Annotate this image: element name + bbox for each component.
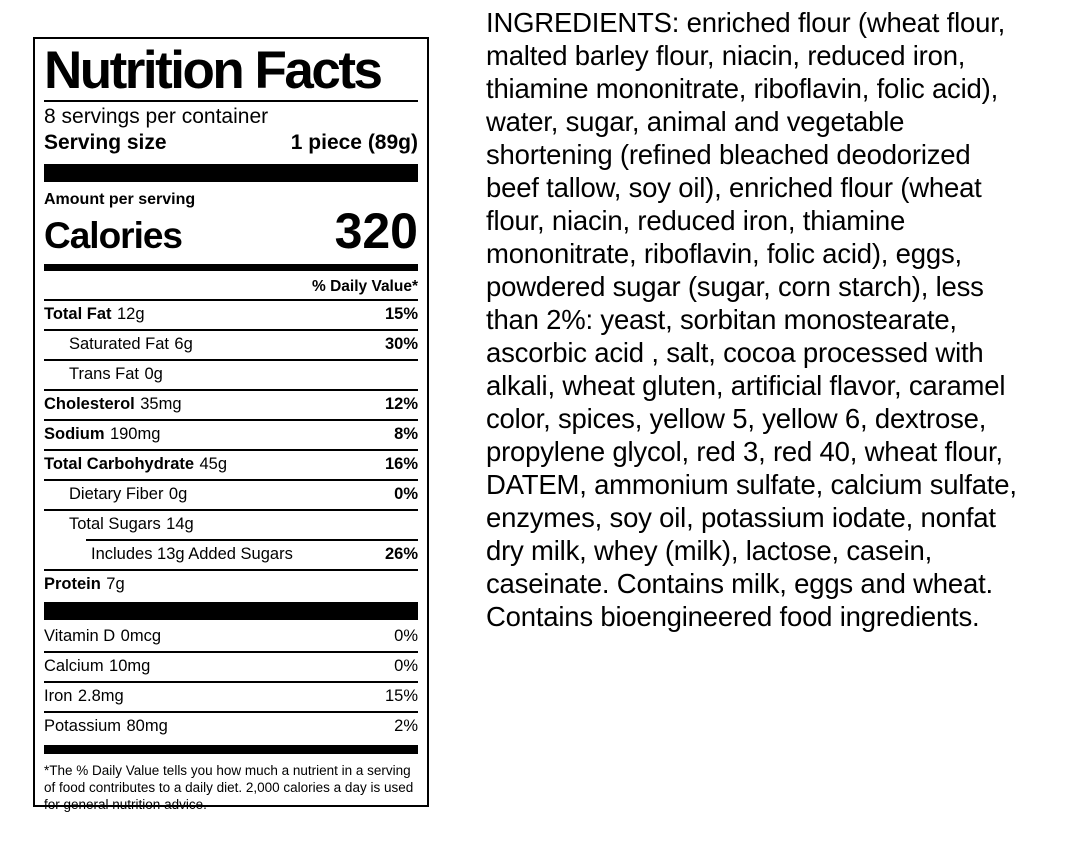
serving-size-row	[44, 130, 418, 161]
vitamin-amount: 80mg	[126, 717, 168, 736]
thick-bar	[44, 602, 418, 620]
nutrient-name: Total Carbohydrate	[44, 455, 195, 474]
nutrient-name: Sodium	[44, 425, 105, 444]
vitamin-row-calcium	[44, 653, 418, 681]
amount-per-serving: Amount per serving	[44, 191, 196, 209]
vitamin-name: Vitamin D	[44, 627, 116, 646]
vitamin-daily-value: 0%	[394, 657, 418, 676]
nutrient-row-dietary-fiber	[44, 481, 418, 509]
nutrient-name: Dietary Fiber	[69, 485, 164, 504]
serving-size-value: 1 piece (89g)	[290, 131, 418, 155]
nutrient-row-total-carbohydrate	[44, 451, 418, 479]
serving-size-label: Serving size	[44, 131, 167, 155]
calories-value: 320	[334, 203, 418, 260]
vitamin-row-potassium	[44, 713, 418, 741]
nutrient-amount: 12g	[116, 305, 145, 324]
nutrient-amount: 14g	[166, 515, 194, 534]
vitamin-name: Iron	[44, 687, 73, 706]
vitamin-daily-value: 15%	[384, 687, 418, 706]
daily-value-header: % Daily Value*	[312, 278, 418, 296]
nutrient-name: Includes 13g Added Sugars	[91, 545, 293, 564]
label-title: Nutrition Facts	[44, 41, 381, 100]
nutrient-daily-value: 0%	[394, 485, 418, 504]
daily-value-footnote: *The % Daily Value tells you how much a nutrient in a serving of food contributes to a daily diet. 2,000 calories a day is used for general nutrition advice.	[44, 763, 414, 813]
nutrient-daily-value: 15%	[384, 305, 418, 324]
nutrient-amount: 6g	[174, 335, 193, 354]
nutrient-row-cholesterol	[44, 391, 418, 419]
nutrient-row-saturated-fat	[44, 331, 418, 359]
thick-bar	[44, 164, 418, 182]
nutrient-amount: 0g	[144, 365, 163, 384]
nutrient-row-total-fat	[44, 301, 418, 329]
medium-bar	[44, 264, 418, 271]
vitamin-row-iron	[44, 683, 418, 711]
nutrient-row-trans-fat	[44, 361, 418, 389]
nutrient-daily-value: 30%	[384, 335, 418, 354]
vitamin-amount: 10mg	[109, 657, 151, 676]
vitamin-row-vitamin-d	[44, 623, 418, 651]
nutrient-row-total-sugars	[44, 511, 418, 539]
nutrition-facts-label	[33, 37, 429, 813]
nutrient-amount: 7g	[106, 575, 125, 594]
nutrient-amount: 45g	[199, 455, 228, 474]
nutrient-amount: 190mg	[109, 425, 161, 444]
medium-bar	[44, 745, 418, 754]
vitamin-daily-value: 2%	[394, 717, 418, 736]
nutrient-name: Cholesterol	[44, 395, 135, 414]
nutrient-amount: 0g	[168, 485, 188, 504]
nutrient-row-added-sugars	[44, 541, 418, 569]
nutrient-name: Total Sugars	[69, 515, 161, 534]
nutrient-name: Trans Fat	[69, 365, 139, 384]
calories-label: Calories	[44, 215, 183, 257]
nutrient-row-protein	[44, 571, 418, 599]
calories-row	[44, 203, 418, 261]
nutrient-name: Total Fat	[44, 305, 112, 324]
ingredients-paragraph: INGREDIENTS: enriched flour (wheat flour, malted barley flour, niacin, reduced iron, thiamine mononitrate, riboflavin, folic acid), water, sugar, animal and vegetable shortening (refined bleached deodorized beef tallow, soy oil), enriched flour (wheat flour, niacin, reduced iron, thiamine mononitrate, riboflavin, folic acid), eggs, powdered sugar (sugar, corn starch), less than 2%: yeast, sorbitan monostearate, ascorbic acid , salt, cocoa processed with alkali, wheat gluten, artificial flavor, caramel color, spices, yellow 5, yellow 6, dextrose, propylene glycol, red 3, red 40, wheat flour, DATEM, ammonium sulfate, calcium sulfate, enzymes, soy oil, potassium iodate, nonfat dry milk, whey (milk), lactose, casein, caseinate. Contains milk, eggs and wheat. Contains bioengineered food ingredients.	[486, 7, 1017, 632]
vitamin-name: Potassium	[44, 717, 122, 736]
nutrient-daily-value: 8%	[394, 425, 418, 444]
vitamin-name: Calcium	[44, 657, 104, 676]
nutrient-daily-value: 12%	[384, 395, 418, 414]
nutrient-daily-value: 26%	[384, 545, 418, 564]
servings-per-container: 8 servings per container	[44, 105, 269, 129]
vitamin-amount: 2.8mg	[77, 687, 124, 706]
vitamin-amount: 0mcg	[120, 627, 162, 646]
nutrient-amount: 35mg	[140, 395, 182, 414]
nutrient-row-sodium	[44, 421, 418, 449]
nutrient-daily-value: 16%	[384, 455, 418, 474]
nutrient-name: Protein	[44, 575, 101, 594]
vitamin-daily-value: 0%	[394, 627, 418, 646]
nutrient-name: Saturated Fat	[69, 335, 169, 354]
